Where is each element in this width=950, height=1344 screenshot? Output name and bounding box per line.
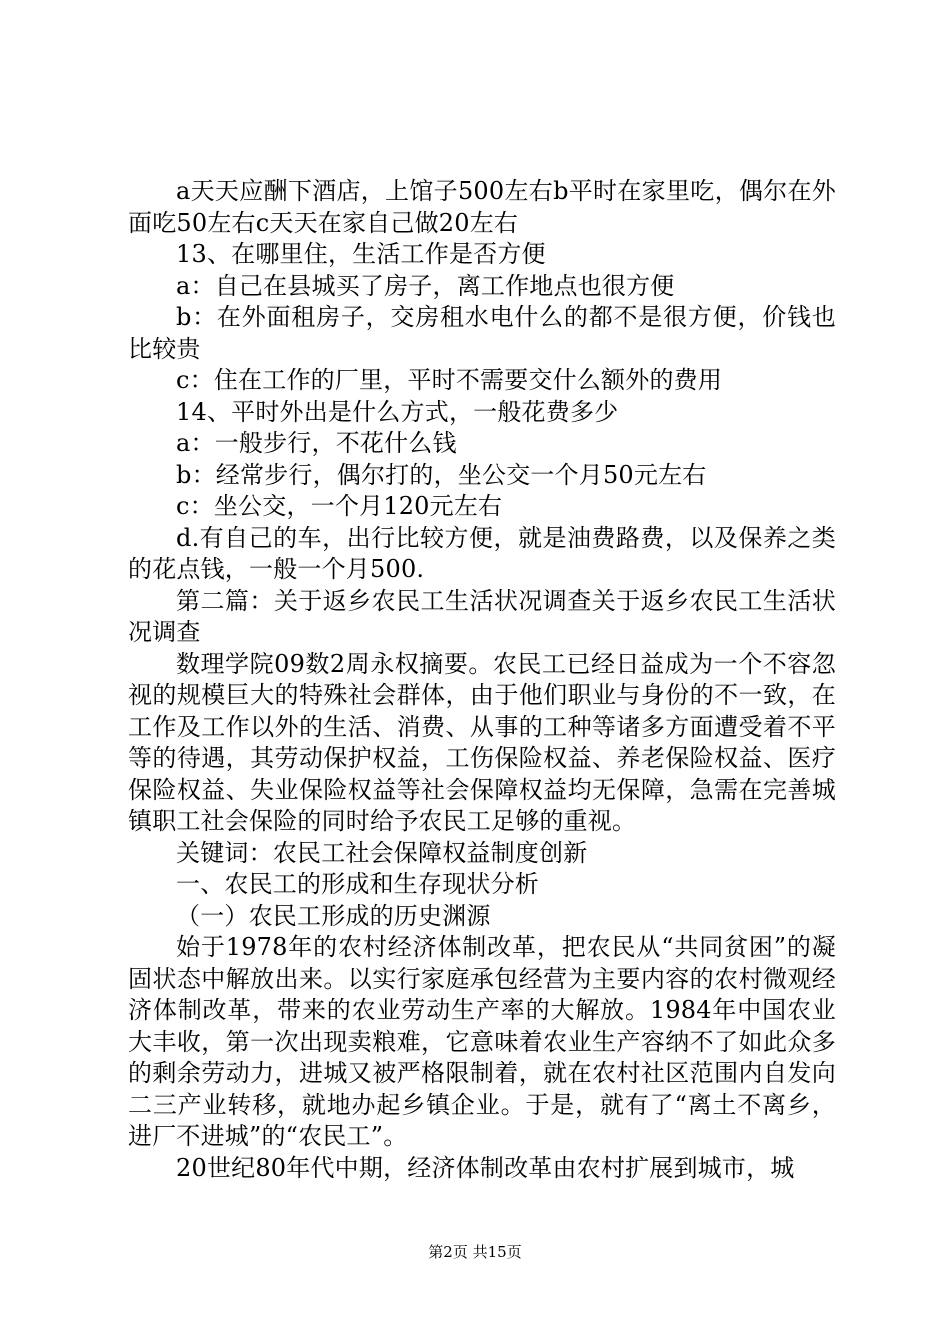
paragraph: 20世纪80年代中期，经济体制改革由农村扩展到城市，城	[176, 1153, 795, 1182]
paragraph: a：一般步行，不花什么钱	[176, 429, 457, 457]
section-heading: 一、农民工的形成和生存现状分析	[176, 870, 539, 898]
paragraph: 数理学院09数2周永权摘要。农民工已经日益成为一个不容忽视的规模巨大的特殊社会群体，由于他们职业与身份的不一致，在工作及工作以外的生活、消费、从事的工种等诸多方面遭受着不平等的待遇，其劳动保护权益，工伤保险权益、养老保险权益、医疗保险权益、失业保险权益等社会保障权益均无保障，急需在完善城镇职工社会保险的同时给予农民工足够的重视。	[128, 649, 836, 835]
paragraph: c：住在工作的厂里，平时不需要交什么额外的费用	[176, 366, 723, 394]
paragraph: 始于1978年的农村经济体制改革，把农民从“共同贫困”的凝固状态中解放出来。以实行家庭承包经营为主要内容的农村微观经济体制改革，带来的农业劳动生产率的大解放。1984年中国农业大丰收，第一次出现卖粮难，它意味着农业生产容纳不了如此众多的剩余劳动力，进城又被严格限制着，就在农村社区范围内自发向二三产业转移，就地办起乡镇企业。于是，就有了“离土不离乡，进厂不进城”的“农民工”。	[128, 933, 836, 1150]
page-footer: 第2页 共15页	[428, 1243, 522, 1261]
section-heading: 第二篇：关于返乡农民工生活状况调查关于返乡农民工生活状况调查	[128, 586, 836, 646]
paragraph: 13、在哪里住，生活工作是否方便	[176, 240, 546, 268]
paragraph: d.有自己的车，出行比较方便，就是油费路费，以及保养之类的花点钱，一般一个月500.	[128, 523, 836, 583]
paragraph: 14、平时外出是什么方式，一般花费多少	[176, 397, 619, 426]
subsection-heading: （一）农民工形成的历史渊源	[176, 901, 491, 930]
paragraph: a天天应酬下酒店，上馆子500左右b平时在家里吃，偶尔在外面吃50左右c天天在家自己做20左右	[128, 177, 836, 237]
document-body	[128, 176, 836, 1184]
paragraph: c：坐公交，一个月120元左右	[176, 492, 503, 520]
paragraph: a：自己在县城买了房子，离工作地点也很方便	[176, 271, 675, 300]
paragraph: b：在外面租房子，交房租水电什么的都不是很方便，价钱也比较贵	[128, 303, 836, 363]
paragraph: b：经常步行，偶尔打的，坐公交一个月50元左右	[176, 460, 707, 489]
keywords: 关键词：农民工社会保障权益制度创新	[176, 838, 588, 867]
